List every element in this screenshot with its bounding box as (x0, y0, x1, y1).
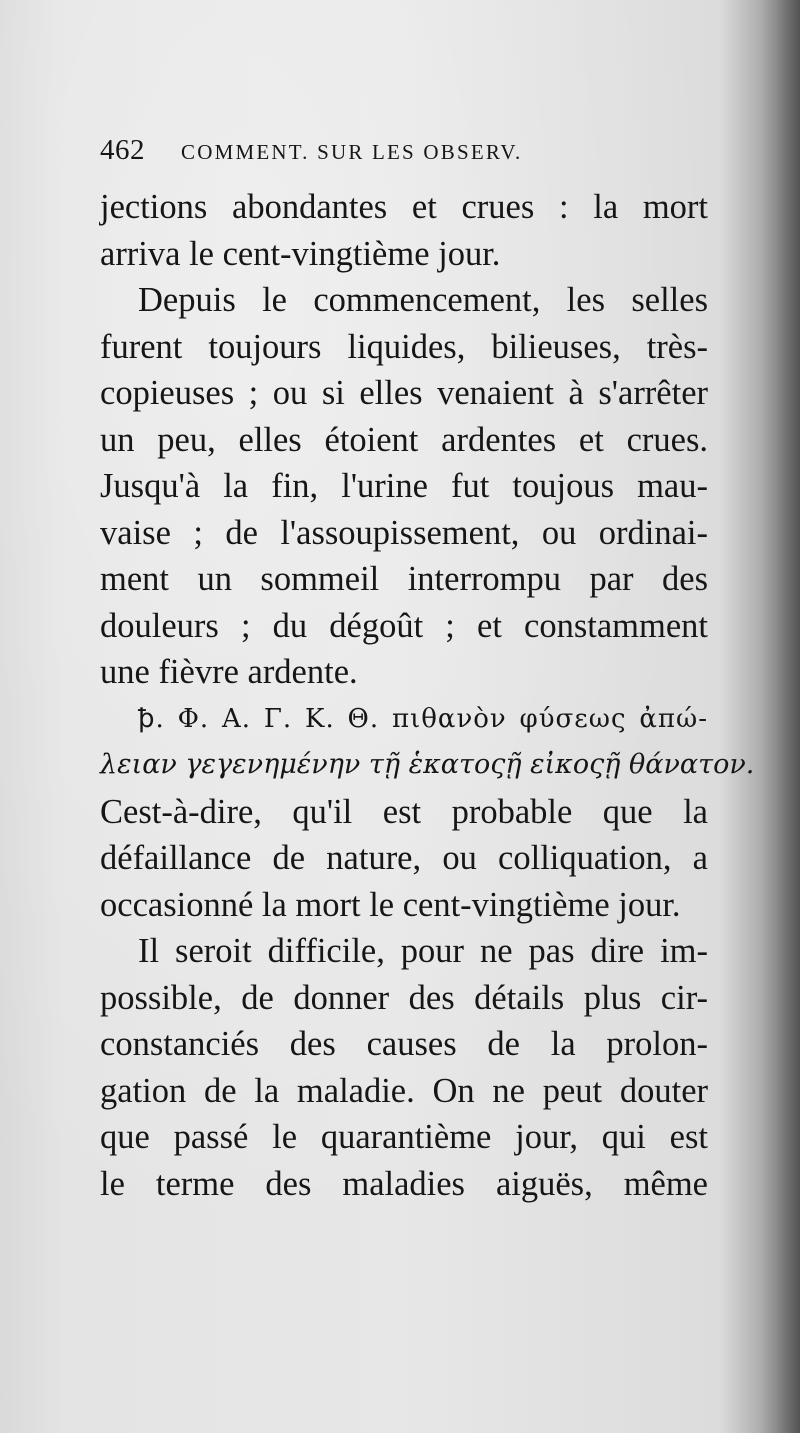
greek-line: λειαν γεγενημένην τῇ ἑκατοςῇ εἰκοςῇ θάνατον. (100, 749, 755, 780)
body-text (100, 184, 755, 1207)
text-line: constanciés des causes de la prolon- (100, 1025, 708, 1063)
text-line: Depuis le commencement, les selles (138, 281, 708, 319)
page-edge-shadow (760, 0, 800, 1433)
text-line: arriva le cent-vingtième jour. (100, 234, 501, 273)
text-line: furent toujours liquides, bilieuses, très- (100, 327, 708, 366)
text-line: un peu, elles étoient ardentes et crues. (100, 420, 708, 459)
text-line: copieuses ; ou si elles venaient à s'arrêter (100, 374, 708, 412)
text-line: gation de la maladie. On ne peut douter (100, 1071, 708, 1110)
text-line: jections abondantes et crues : la mort (100, 188, 708, 226)
text-line: Jusqu'à la fin, l'urine fut toujous mau- (100, 467, 708, 505)
page-number: 462 (100, 134, 145, 166)
text-line: défaillance de nature, ou colliquation, a (100, 839, 708, 877)
text-line: que passé le quarantième jour, qui est (100, 1118, 708, 1156)
page-header (100, 134, 720, 174)
text-line: occasionné la mort le cent-vingtième jour. (100, 885, 681, 924)
text-line: possible, de donner des détails plus cir- (100, 978, 708, 1017)
text-line: douleurs ; du dégoût ; et constamment (100, 606, 708, 645)
text-line: ment un sommeil interrompu par des (100, 560, 708, 598)
running-head: COMMENT. SUR LES OBSERV. (181, 140, 523, 164)
text-line: le terme des maladies aiguës, même (100, 1164, 708, 1203)
text-line: Cest-à-dire, qu'il est probable que la (100, 792, 708, 831)
greek-line: ꝥ. Φ. Α. Γ. Κ. Θ. πιθανὸν φύσεως ἀπώ- (138, 703, 708, 734)
text-line: Il seroit difficile, pour ne pas dire im- (138, 932, 708, 970)
text-line: une fièvre ardente. (100, 653, 358, 691)
text-line: vaise ; de l'assoupissement, ou ordinai- (100, 513, 708, 552)
